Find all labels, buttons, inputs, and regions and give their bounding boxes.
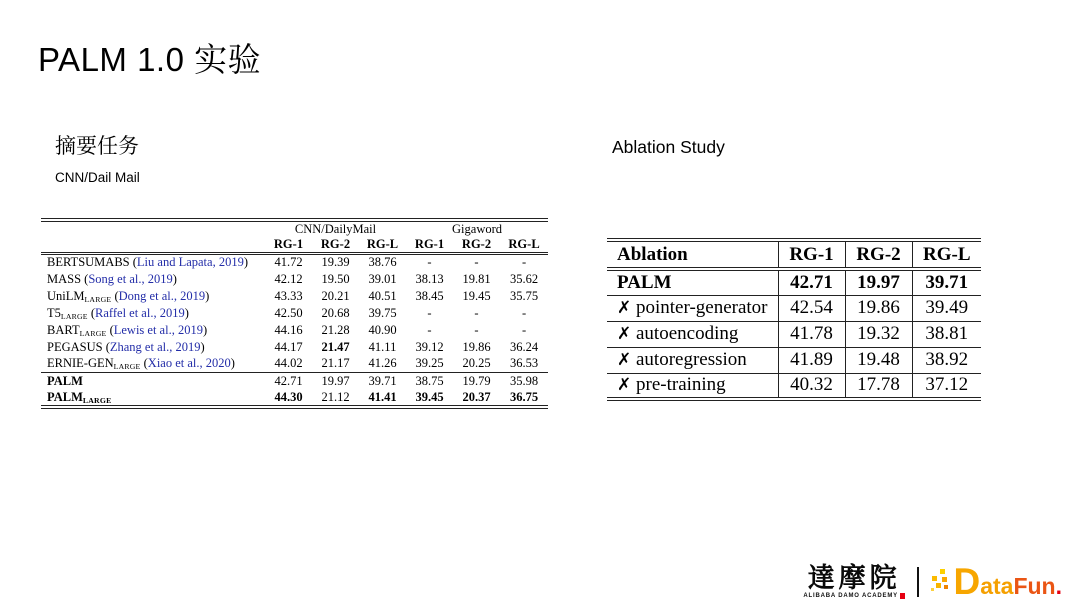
summary-table-row <box>41 288 548 305</box>
metric-value-cell: 19.79 <box>462 373 491 388</box>
metric-value-cell: 36.24 <box>509 339 539 354</box>
footer-logos <box>803 563 1062 600</box>
summary-table-row <box>41 271 548 288</box>
group-header-gigaword: Gigaword <box>452 222 503 236</box>
metric-value-cell: 39.45 <box>415 389 444 404</box>
metric-value-cell: 19.86 <box>845 295 912 321</box>
ablation-label-cell: ✗ autoencoding <box>617 323 739 344</box>
summary-table-row <box>41 322 548 339</box>
metric-value-cell: 19.81 <box>462 271 491 286</box>
metric-value-cell: 41.72 <box>274 255 303 270</box>
summary-group-header-row <box>41 220 548 237</box>
metric-value-cell: 41.89 <box>778 347 845 373</box>
metric-value-cell: 20.37 <box>462 389 491 404</box>
summarization-results-table <box>41 218 548 409</box>
metric-value-cell: 43.33 <box>274 288 303 303</box>
ablation-table-row <box>607 269 981 295</box>
metric-value-cell: 44.16 <box>274 322 303 337</box>
column-header: RG-L <box>508 237 540 251</box>
metric-value-cell: 17.78 <box>845 373 912 399</box>
citation-link: Xiao et al., 2020 <box>147 356 231 371</box>
metric-value-cell: 39.49 <box>912 295 981 321</box>
metric-value-cell: 38.13 <box>415 271 444 286</box>
metric-value-cell: 21.12 <box>321 389 350 404</box>
metric-value-cell: 19.97 <box>845 269 912 295</box>
damo-logo-subtext: ALIBABA DAMO ACADEMY <box>803 593 898 600</box>
metric-value-cell: 21.17 <box>321 356 350 371</box>
summary-column-header-row <box>41 237 548 254</box>
datafun-logo-text <box>953 563 1062 600</box>
metric-value-cell: 38.92 <box>912 347 981 373</box>
ablation-section-heading: Ablation Study <box>612 137 725 157</box>
metric-value-cell: 36.53 <box>509 356 539 371</box>
ablation-table-row <box>607 373 981 399</box>
metric-value-cell: 40.90 <box>368 322 397 337</box>
metric-value-cell: 44.30 <box>274 389 303 404</box>
x-mark-icon: ✗ <box>617 350 632 370</box>
metric-value-cell: 40.51 <box>368 288 397 303</box>
metric-value-cell: 39.71 <box>368 373 397 388</box>
citation-link: Lewis et al., 2019 <box>113 322 203 337</box>
damo-seal-icon <box>900 593 905 599</box>
empty-header-cell <box>41 237 265 254</box>
metric-value-cell: - <box>474 255 479 270</box>
metric-value-cell: 42.54 <box>778 295 845 321</box>
metric-value-cell: - <box>427 305 432 320</box>
x-mark-icon: ✗ <box>617 375 632 396</box>
ablation-study-table <box>607 238 981 401</box>
metric-value-cell: - <box>427 255 432 270</box>
summary-table-row <box>41 373 548 390</box>
summary-table-row <box>41 390 548 407</box>
column-header-ablation: Ablation <box>617 243 688 265</box>
model-name-cell: $T5_{LARGE}$ (Raffel et al., 2019) <box>47 305 189 321</box>
metric-value-cell: 41.11 <box>368 339 397 354</box>
summarization-section-heading: 摘要任务 <box>55 135 139 158</box>
metric-value-cell: 19.97 <box>321 373 350 388</box>
datafun-mosaic-icon <box>931 568 952 595</box>
citation-link: Zhang et al., 2019 <box>109 339 201 354</box>
citation-link: Song et al., 2019 <box>88 271 173 286</box>
metric-value-cell: 38.81 <box>912 321 981 347</box>
metric-value-cell: 44.17 <box>274 339 303 354</box>
damo-logo-subtext-row <box>803 593 905 599</box>
metric-value-cell: 36.75 <box>509 389 539 404</box>
datafun-logo <box>931 563 1062 600</box>
metric-value-cell: 38.45 <box>415 288 444 303</box>
column-header: RG-2 <box>461 237 492 251</box>
ablation-table-row <box>607 295 981 321</box>
model-name-cell: PALM <box>47 373 83 388</box>
x-mark-icon: ✗ <box>617 298 632 318</box>
metric-value-cell: 41.78 <box>778 321 845 347</box>
citation-link: Raffel et al., 2019 <box>95 305 185 320</box>
damo-logo-text: 達摩院 <box>807 562 901 593</box>
metric-value-cell: 19.48 <box>845 347 912 373</box>
metric-value-cell: 42.71 <box>778 269 845 295</box>
column-header: RG-L <box>366 237 399 251</box>
column-header-rgl: RG-L <box>912 240 981 269</box>
metric-value-cell: 42.50 <box>274 305 303 320</box>
metric-value-cell: 39.25 <box>415 356 444 371</box>
empty-header-cell <box>41 220 265 237</box>
metric-value-cell: 20.25 <box>462 356 491 371</box>
summary-table-row <box>41 339 548 356</box>
group-header-cnndailymail: CNN/DailyMail <box>294 222 377 236</box>
metric-value-cell: 37.12 <box>912 373 981 399</box>
metric-value-cell: 19.39 <box>321 255 350 270</box>
metric-value-cell: 44.02 <box>274 356 303 371</box>
metric-value-cell: 39.71 <box>912 269 981 295</box>
metric-value-cell: 39.12 <box>415 339 444 354</box>
metric-value-cell: 41.26 <box>368 356 397 371</box>
metric-value-cell: 35.62 <box>509 271 539 286</box>
x-mark-icon: ✗ <box>617 324 632 344</box>
datafun-letter-d: D <box>953 561 981 602</box>
summary-table-row <box>41 254 548 271</box>
column-header-rg1: RG-1 <box>778 240 845 269</box>
metric-value-cell: 19.86 <box>462 339 491 354</box>
metric-value-cell: 19.50 <box>321 271 350 286</box>
metric-value-cell: - <box>474 322 479 337</box>
metric-value-cell: 21.47 <box>321 339 350 354</box>
metric-value-cell: - <box>474 305 479 320</box>
model-name-cell: ERNIE-$GEN_{LARGE}$ (Xiao et al., 2020) <box>47 356 235 372</box>
ablation-header-row <box>607 240 981 269</box>
datafun-letters-fun: Fun <box>1013 573 1056 599</box>
metric-value-cell: 41.41 <box>368 389 397 404</box>
metric-value-cell: 20.21 <box>321 288 350 303</box>
summarization-dataset-label: CNN/Dail Mail <box>55 170 140 185</box>
citation-link: Dong et al., 2019 <box>118 288 206 303</box>
model-name-cell: MASS (Song et al., 2019) <box>47 271 177 286</box>
column-header: RG-2 <box>320 237 351 251</box>
metric-value-cell: 35.75 <box>509 288 539 303</box>
datafun-letters-ata: ata <box>980 573 1014 599</box>
metric-value-cell: 39.01 <box>368 271 397 286</box>
model-name-cell: $BART_{LARGE}$ (Lewis et al., 2019) <box>47 322 208 338</box>
page-title: PALM 1.0 实验 <box>38 41 262 78</box>
column-header-rg2: RG-2 <box>845 240 912 269</box>
ablation-table-row <box>607 347 981 373</box>
metric-value-cell: 42.12 <box>274 271 303 286</box>
column-header: RG-1 <box>414 237 445 251</box>
metric-value-cell: 38.76 <box>368 255 397 270</box>
ablation-table-row <box>607 321 981 347</box>
metric-value-cell: 35.98 <box>509 373 539 388</box>
summary-table-row <box>41 305 548 322</box>
metric-value-cell: - <box>521 322 527 337</box>
metric-value-cell: 42.71 <box>274 373 303 388</box>
metric-value-cell: - <box>521 255 527 270</box>
ablation-label-cell: ✗ autoregression <box>617 349 747 370</box>
metric-value-cell: 20.68 <box>321 305 350 320</box>
ablation-label-cell: ✗ pre-training <box>617 374 726 396</box>
column-header: RG-1 <box>273 237 304 251</box>
model-name-cell: BERTSUMABS (Liu and Lapata, 2019) <box>47 255 248 270</box>
ablation-label-cell: PALM <box>617 271 672 293</box>
model-name-cell: PEGASUS (Zhang et al., 2019) <box>47 339 205 354</box>
ablation-label-cell: ✗ pointer-generator <box>617 297 768 318</box>
model-name-cell: UniLM$_{LARGE}$ (Dong et al., 2019) <box>47 288 210 304</box>
logo-separator <box>917 567 920 597</box>
citation-link: Liu and Lapata, 2019 <box>136 255 244 270</box>
metric-value-cell: 21.28 <box>321 322 350 337</box>
metric-value-cell: - <box>427 322 432 337</box>
metric-value-cell: 38.75 <box>415 373 444 388</box>
summary-table-row <box>41 356 548 373</box>
datafun-dot: . <box>1055 573 1062 599</box>
metric-value-cell: - <box>521 305 527 320</box>
metric-value-cell: 40.32 <box>778 373 845 399</box>
damo-academy-logo <box>803 564 905 599</box>
model-name-cell: $PALM_{LARGE}$ <box>47 389 112 405</box>
metric-value-cell: 19.45 <box>462 288 491 303</box>
metric-value-cell: 39.75 <box>368 305 397 320</box>
metric-value-cell: 19.32 <box>845 321 912 347</box>
